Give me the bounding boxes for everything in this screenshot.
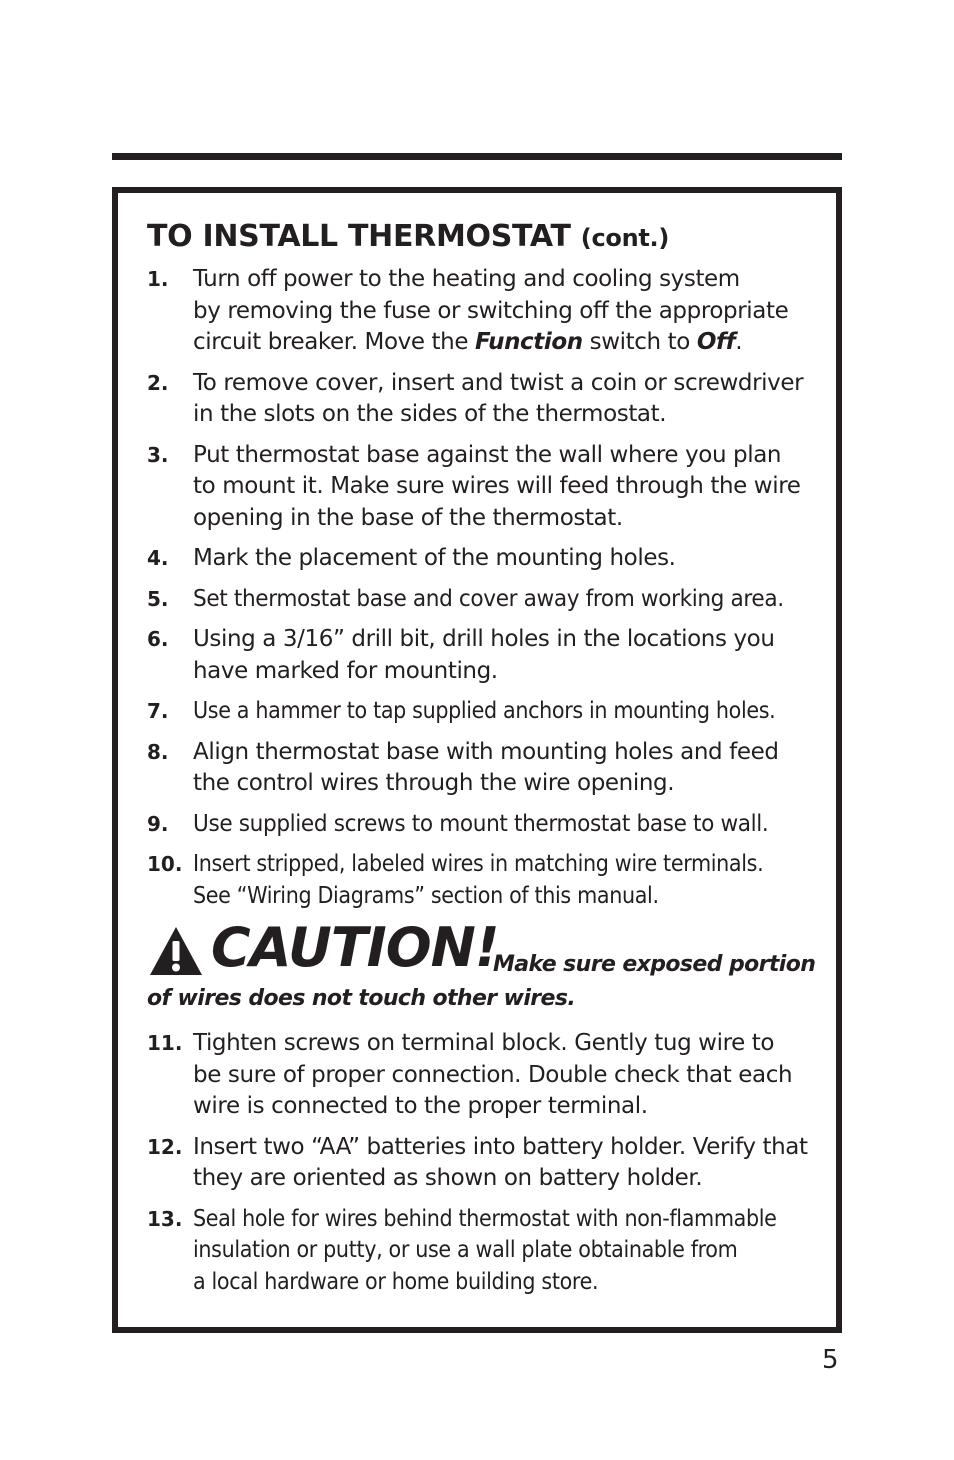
step-number: 1.	[147, 267, 169, 291]
step-item	[147, 1028, 812, 1123]
step-number: 10.	[147, 852, 183, 876]
step-item	[147, 440, 812, 535]
step-item	[147, 624, 812, 687]
caution-message-line2: of wires does not touch other wires.	[147, 986, 576, 1011]
step-number: 2.	[147, 370, 169, 395]
step-item	[147, 849, 812, 912]
step-text-part: Turn off power to the heating and cooling system by removing the fuse or switching off the appropriate circuit breaker. Move the	[193, 266, 789, 355]
step-text: Insert stripped, labeled wires in matching wire terminals. See “Wiring Diagrams” section of this manual.	[193, 851, 764, 909]
step-text: Mark the placement of the mounting holes.	[193, 545, 676, 571]
step-text: Insert two “AA” batteries into battery holder. Verify that they are oriented as shown on battery holder.	[193, 1133, 808, 1191]
step-text: Use a hammer to tap supplied anchors in mounting holes.	[193, 698, 776, 724]
step-text	[193, 264, 812, 359]
step-item	[147, 1132, 812, 1195]
step-text: Use supplied screws to mount thermostat base to wall.	[193, 810, 769, 837]
warning-triangle-icon	[149, 926, 203, 976]
function-switch-label: Function	[475, 329, 583, 355]
step-text: To remove cover, insert and twist a coin or screwdriver in the slots on the sides of the thermostat.	[193, 369, 804, 427]
section-heading	[147, 216, 669, 259]
step-text: Put thermostat base against the wall where you plan to mount it. Make sure wires will feed through the wire opening in the base of the thermostat.	[193, 441, 801, 531]
step-number: 11.	[147, 1031, 183, 1055]
page-number: 5	[822, 1345, 839, 1375]
step-item	[147, 1204, 812, 1299]
step-number: 8.	[147, 739, 169, 764]
step-text: Using a 3/16” drill bit, drill holes in the locations you have marked for mounting.	[193, 626, 775, 684]
step-text: Seal hole for wires behind thermostat with non-flammable insulation or putty, or use a wall plate obtainable from a local hardware or home building store.	[193, 1205, 777, 1295]
caution-notice	[147, 916, 816, 1011]
step-number: 7.	[147, 699, 169, 723]
step-text: Align thermostat base with mounting holes and feed the control wires through the wire opening.	[193, 738, 779, 796]
step-text-part: .	[735, 329, 743, 355]
caution-message-line1: Make sure exposed portion	[493, 952, 816, 977]
heading-suffix: (cont.)	[580, 224, 670, 252]
step-item	[147, 264, 812, 359]
step-item	[147, 696, 812, 728]
top-rule	[112, 153, 842, 160]
step-item	[147, 368, 812, 431]
step-number: 9.	[147, 811, 169, 836]
install-steps-list-continued	[147, 1028, 812, 1307]
off-setting-label: Off	[696, 329, 736, 355]
step-number: 4.	[147, 546, 169, 570]
step-text-part: switch to	[582, 329, 697, 355]
caution-word: CAUTION!	[211, 916, 499, 979]
step-text: Tighten screws on terminal block. Gently tug wire to be sure of proper connection. Double check that each wire is connected to the proper terminal.	[193, 1030, 793, 1119]
step-item	[147, 809, 812, 841]
step-number: 12.	[147, 1134, 183, 1159]
step-number: 13.	[147, 1206, 183, 1231]
step-number: 5.	[147, 586, 169, 611]
step-text: Set thermostat base and cover away from working area.	[193, 585, 784, 612]
step-number: 3.	[147, 442, 169, 467]
step-item	[147, 584, 812, 616]
step-item	[147, 543, 812, 575]
heading-main: TO INSTALL THERMOSTAT	[147, 219, 571, 254]
install-steps-list	[147, 264, 812, 921]
step-item	[147, 737, 812, 800]
step-number: 6.	[147, 627, 169, 651]
